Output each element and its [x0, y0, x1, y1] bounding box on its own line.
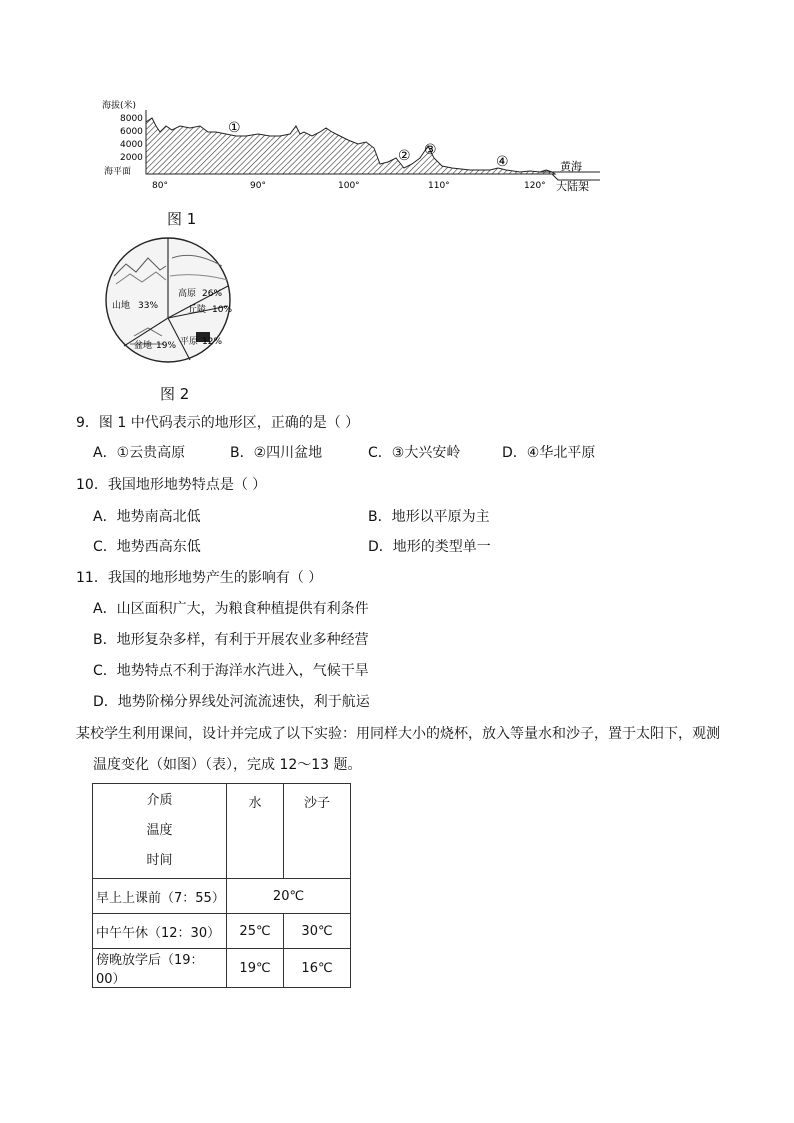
table-row	[93, 949, 351, 988]
header-line-temperature: 温度	[146, 823, 173, 838]
figure2-caption: 图 2	[160, 385, 190, 403]
x-tick-label: 80°	[152, 181, 168, 191]
table-header-corner	[93, 784, 227, 879]
sea-label: 黄海	[560, 160, 582, 173]
marker-3: ③	[424, 142, 437, 158]
y-axis-label: 海拔(米)	[102, 101, 137, 111]
marker-2: ②	[398, 148, 411, 164]
q10-option-a: A．地势南高北低	[93, 509, 201, 525]
marker-1: ①	[228, 120, 241, 136]
segment-percent-plateau: 26%	[202, 289, 223, 299]
x-tick-label: 100°	[338, 181, 360, 191]
segment-percent-plain: 12%	[202, 337, 223, 347]
x-tick-label: 120°	[524, 181, 546, 191]
segment-percent-basin: 19%	[156, 341, 177, 351]
q9-option-b: B．②四川盆地	[230, 445, 323, 461]
segment-label-plateau: 高原	[178, 289, 197, 299]
segment-label-basin: 盆地	[134, 341, 153, 351]
q9-option-a: A．①云贵高原	[93, 445, 186, 461]
row-time: 早上上课前（7：55）	[93, 879, 227, 914]
figure1-caption: 图 1	[167, 210, 197, 228]
landform-pie-svg	[104, 236, 232, 364]
y-tick-label: 8000	[120, 114, 143, 124]
y-tick-label: 6000	[120, 127, 143, 137]
table-row	[93, 914, 351, 949]
q11-option-d: D．地势阶梯分界线处河流流速快，利于航运	[93, 694, 370, 710]
segment-label-plain: 平原	[180, 337, 199, 347]
table-row	[93, 879, 351, 914]
shelf-label: 大陆架	[556, 180, 589, 193]
q10-option-c: C．地势西高东低	[93, 539, 201, 555]
segment-label-hills: 丘陵	[188, 305, 207, 315]
experiment-intro-line1: 某校学生利用课间，设计并完成了以下实验：用同样大小的烧杯，放入等量水和沙子，置于太阳下，观测	[76, 726, 720, 742]
q10-option-b: B．地形以平原为主	[368, 509, 490, 525]
y-tick-label: 4000	[120, 140, 143, 150]
row-water-temperature: 25℃	[227, 914, 284, 949]
row-time: 傍晚放学后（19：00）	[93, 949, 227, 988]
q11-stem: 11．我国的地形地势产生的影响有（ ）	[76, 570, 323, 586]
header-line-medium: 介质	[146, 793, 173, 808]
terrain-profile-svg	[100, 96, 600, 196]
temperature-table	[92, 783, 351, 988]
row-sand-temperature: 16℃	[284, 949, 351, 988]
header-line-time: 时间	[146, 853, 173, 868]
figure2-landform-pie	[104, 236, 232, 364]
segment-percent-hills: 10%	[212, 305, 232, 315]
q9-option-d: D．④华北平原	[502, 445, 596, 461]
experiment-intro-line2: 温度变化（如图）（表），完成 12～13 题。	[93, 757, 362, 773]
q11-option-c: C．地势特点不利于海洋水汽进入，气候干旱	[93, 663, 369, 679]
column-header-sand: 沙子	[284, 784, 351, 879]
marker-4: ④	[496, 154, 509, 170]
q11-option-a: A．山区面积广大，为粮食种植提供有利条件	[93, 601, 369, 617]
x-tick-label: 90°	[250, 181, 266, 191]
q10-option-d: D．地形的类型单一	[368, 539, 491, 555]
row-sand-temperature: 30℃	[284, 914, 351, 949]
row-merged-temperature: 20℃	[227, 879, 351, 914]
segment-label-mountain: 山地	[112, 301, 131, 311]
y-tick-label: 2000	[120, 153, 143, 163]
row-water-temperature: 19℃	[227, 949, 284, 988]
x-tick-label: 110°	[428, 181, 450, 191]
y-tick-label: 海平面	[104, 167, 132, 177]
q11-option-b: B．地形复杂多样，有利于开展农业多种经营	[93, 632, 369, 648]
q9-option-c: C．③大兴安岭	[368, 445, 461, 461]
column-header-water: 水	[227, 784, 284, 879]
segment-percent-mountain: 33%	[138, 301, 159, 311]
row-time: 中午午休（12：30）	[93, 914, 227, 949]
q10-stem: 10．我国地形地势特点是（ ）	[76, 477, 267, 493]
q9-stem: 9．图 1 中代码表示的地形区，正确的是（ ）	[76, 415, 360, 431]
terrain-shape	[146, 118, 555, 174]
figure1-terrain-profile	[100, 96, 600, 196]
